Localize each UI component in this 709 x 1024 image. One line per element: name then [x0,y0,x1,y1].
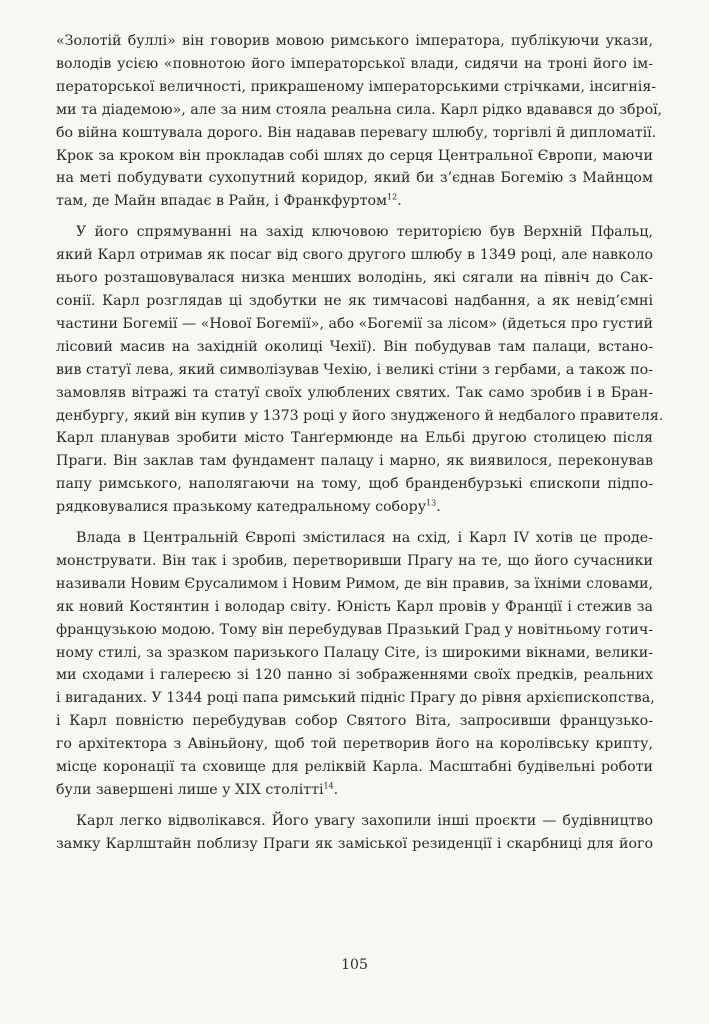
paragraph [56,30,663,213]
line-text: місце коронації та сховище для реліквій Карла. Масштабні будівельні роботи [56,759,653,776]
line-text: бо війна коштувала дорого. Він надавав перевагу шлюбу, торгівлі й дипломатії. [56,124,657,141]
text-line [56,221,653,244]
text-line [56,167,653,190]
paragraph-gap [56,802,653,810]
text-line [56,190,653,213]
page-number: 105 [341,957,368,973]
line-text: частини Богемії — «Нової Богемії», або «Богемії за лісом» (йдеться про густий [56,315,653,332]
line-text: там, де Майн впадає в Райн, і Франкфуртом [56,193,388,210]
body-text [56,30,664,856]
text-line [56,53,653,76]
line-text: У його спрямуванні на захід ключовою територією був Верхній Пфальц, [76,224,653,241]
line-text: який Карл отримав як посаг від свого другого шлюбу в 1349 році, але навколо [56,247,653,264]
text-line [56,573,653,596]
text-line [56,733,653,756]
text-line [56,244,653,267]
line-text: Праги. Він заклав там фундамент палацу і марно, як виявилося, переконував [56,453,653,470]
text-line [56,687,653,710]
line-text: Крок за кроком він прокладав собі шлях до серця Центральної Європи, маючи [56,147,653,164]
text-line [56,527,653,550]
paragraph [56,221,664,519]
paragraph-gap [56,519,653,527]
text-line [56,359,653,382]
text-line [56,833,653,856]
line-text: денбургу, який він купив у 1373 році у його знудженого й недбалого правителя. [56,407,664,424]
line-text: папу римського, наполягаючи на тому, щоб бранденбурзькі єпископи підпо- [56,476,653,493]
line-text: як новий Костянтин і володар світу. Юність Карл провів у Франції і стежив за [56,598,653,615]
line-text: монструвати. Він так і зробив, перетворивши Прагу на те, що його сучасники [56,552,653,569]
text-line [56,619,653,642]
line-text: французькою модою. Тому він перебудував Празький Град у новітньому готич- [56,621,653,638]
paragraph [56,527,653,802]
line-text: і вигаданих. У 1344 році папа римський підніс Прагу до рівня архієпископства, [56,690,655,707]
line-text: Влада в Центральній Європі змістилася на схід, і Карл IV хотів це проде- [76,530,653,547]
text-line [56,427,653,450]
line-text: Карл легко відволікався. Його увагу захопили інші проєкти — будівництво [76,812,653,829]
sentence-end: . [436,499,441,516]
text-line [56,596,653,619]
line-text: замовляв вітражі та статуї своїх улюблених святих. Так само зробив і в Бран- [56,384,653,401]
line-text: вив статуї лева, який символізував Чехію, і великі стіни з гербами, а також по- [56,361,653,378]
text-line [56,473,653,496]
text-line [56,810,653,833]
text-line [56,756,653,779]
text-line [56,76,657,99]
line-text: нього розташовувалася низка менших володінь, які сягали на північ до Сак- [56,270,653,287]
footnote-marker[interactable]: 14 [323,781,334,791]
line-text: лісовий масив на західній околиці Чехії). Він побудував там палаци, встано- [56,338,653,355]
line-text: і Карл повністю перебудував собор Святого Віта, запросивши французько- [56,713,653,730]
line-text: Карл планував зробити місто Танґермюнде на Ельбі другою столицею після [56,430,653,447]
text-line [56,550,653,573]
text-line [56,405,664,428]
line-text: ми та діадемою», але за ним стояла реальна сила. Карл рідко вдавався до зброї, [56,101,663,118]
text-line [56,642,653,665]
text-line [56,336,653,359]
line-text: ператорської величності, прикрашеному імператорськими стрічками, інсигнія- [56,78,657,95]
text-line [56,290,653,313]
text-line [56,267,653,290]
text-line [56,145,653,168]
sentence-end: . [397,193,402,210]
line-text: рядковувалися празькому катедральному собору [56,499,427,516]
text-line [56,450,653,473]
line-text: на меті побудувати сухопутний коридор, який би з’єднав Богемію з Майнцом [56,170,653,187]
footnote-marker[interactable]: 12 [387,192,398,202]
line-text: ному стилі, за зразком паризького Палацу Сіте, із широкими вікнами, велики- [56,644,653,661]
line-text: го архітектора з Авіньйону, щоб той перетворив його на королівську крипту, [56,736,653,753]
text-line [56,99,663,122]
text-line [56,710,653,733]
line-text: замку Карлштайн поблизу Праги як заміської резиденції і скарбниці для його [56,835,653,852]
text-line [56,313,653,336]
text-line [56,779,653,802]
line-text: «Золотій буллі» він говорив мовою римського імператора, публікуючи укази, [56,33,653,49]
text-line [56,382,653,405]
line-text: називали Новим Єрусалимом і Новим Римом, де він правив, за їхніми словами, [56,575,654,592]
text-line [56,30,653,53]
footnote-marker[interactable]: 13 [426,498,437,508]
line-text: ми сходами і галереєю зі 120 панно зі зображеннями своїх предків, реальних [56,667,653,684]
line-text: сонії. Карл розглядав ці здобутки не як тимчасові надбання, а як невід’ємні [56,292,653,309]
text-line [56,496,653,519]
line-text: були завершені лише у XIX столітті [56,782,324,798]
text-line [56,122,657,145]
paragraph [56,810,653,856]
sentence-end: . [333,782,339,798]
text-line [56,664,653,687]
line-text: володів усією «повнотою його імператорської влади, сидячи на троні його ім- [56,55,653,72]
paragraph-gap [56,213,653,221]
